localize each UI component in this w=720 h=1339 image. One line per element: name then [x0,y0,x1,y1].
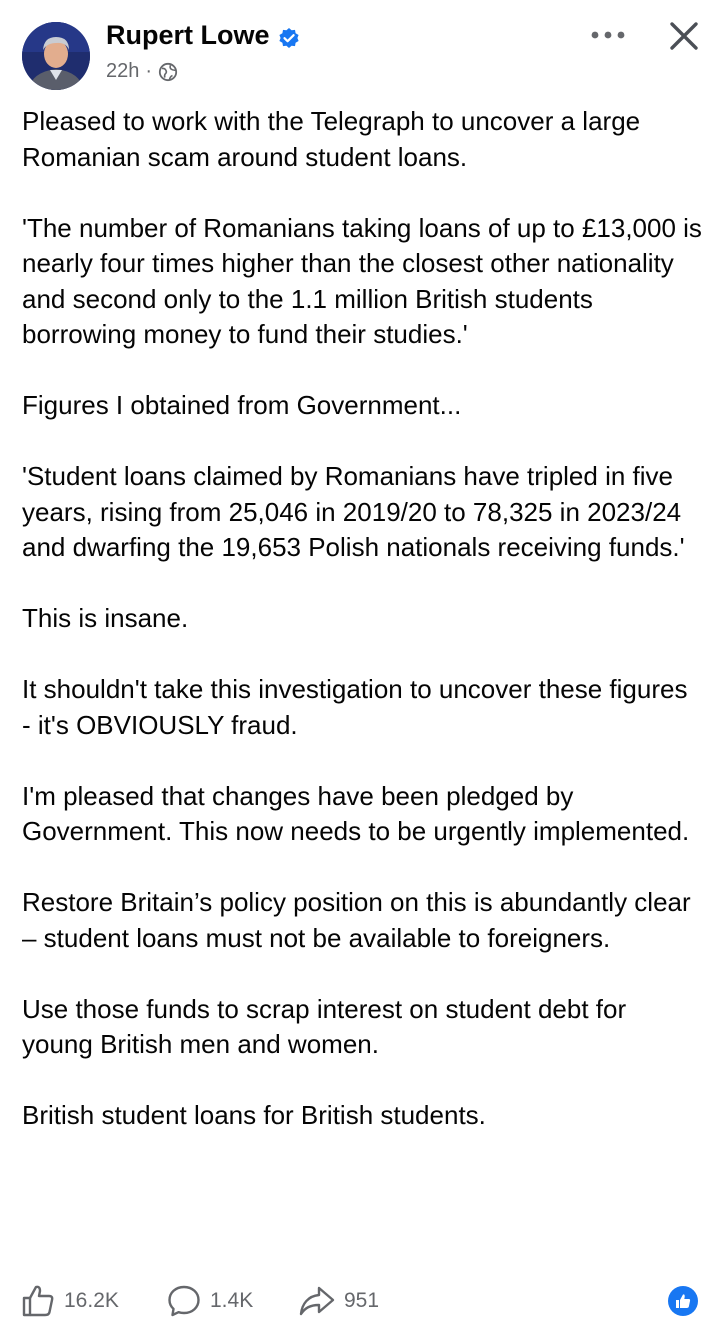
thumbs-up-icon [20,1283,56,1319]
post-paragraph: Pleased to work with the Telegraph to uncover a large Romanian scam around student loans. [22,106,641,172]
post-paragraph: It shouldn't take this investigation to uncover these figures - it's OBVIOUSLY fraud. [22,674,688,740]
post-paragraph: 'The number of Romanians taking loans of up to £13,000 is nearly four times higher than the closest other nationality and second only to the 1.1 million British students borrowing money to fund their studies.' [22,212,702,349]
post-paragraph: Restore Britain’s policy position on this is abundantly clear – student loans must not be available to foreigners. [22,887,691,953]
post-paragraph: Figures I obtained from Government... [22,390,462,420]
post-paragraph: Use those funds to scrap interest on student debt for young British men and women. [22,993,627,1059]
avatar-image [22,22,90,90]
comment-count: 1.4K [210,1289,254,1312]
share-button[interactable] [298,1276,379,1326]
action-bar [0,1276,720,1326]
like-button[interactable] [20,1276,119,1326]
comment-button[interactable] [166,1276,253,1326]
verified-badge-icon [278,25,300,47]
post-header [0,0,720,100]
meta-separator: · [145,60,153,82]
like-reaction-icon[interactable] [668,1286,698,1316]
post-timestamp[interactable]: 22h [106,60,140,82]
post-text [22,104,702,1134]
post-paragraph: British student loans for British students. [22,1100,486,1130]
more-options-icon [590,30,626,40]
like-count: 16.2K [64,1289,119,1312]
close-icon [668,20,700,52]
author-name-row[interactable] [106,20,300,51]
post-paragraph: I'm pleased that changes have been pledged by Government. This now needs to be urgently implemented. [22,780,690,846]
author-name[interactable]: Rupert Lowe [106,20,270,50]
share-count: 951 [344,1289,380,1312]
close-button[interactable] [662,14,706,58]
post-paragraph: 'Student loans claimed by Romanians have tripled in five years, rising from 25,046 in 2019/20 to 78,325 in 2023/24 and dwarfing the 19,653 Polish nationals receiving funds.' [22,461,685,562]
post-meta [106,60,178,83]
more-options-button[interactable] [588,22,628,48]
share-arrow-icon [298,1283,336,1319]
comment-bubble-icon [166,1283,202,1319]
post-paragraph: This is insane. [22,603,189,633]
avatar[interactable] [22,22,90,90]
globe-icon [158,62,178,82]
